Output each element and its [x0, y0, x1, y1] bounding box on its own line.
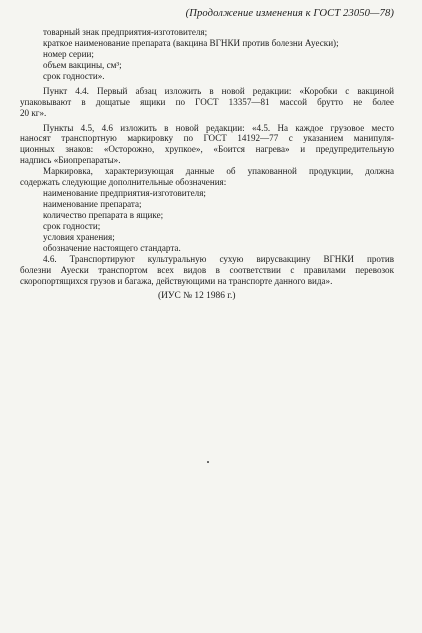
text-line: 4.6. Транспортируют культуральную сухую вирусвакцину ВГНКИ против — [43, 253, 394, 264]
paragraph-4-5-line-1 — [20, 123, 394, 134]
paragraph-4-4-line-2 — [20, 97, 394, 108]
text-line: содержать следующие дополнительные обозначения: — [20, 177, 227, 188]
paragraph-4-4-line-1 — [20, 86, 394, 97]
list-item: обозначение настоящего стандарта. — [43, 242, 181, 253]
text-line: краткое наименование препарата (вакцина ВГНКИ против болезни Ауески); — [43, 37, 339, 48]
paragraph-4-5-line-3 — [20, 144, 394, 155]
text-line: Маркировка, характеризующая данные об упакованной продукции, должна — [43, 166, 394, 177]
text-line: наносят транспортную маркировку по ГОСТ 14192—77 с указанием манипуля- — [20, 133, 394, 144]
page-header: (Продолжение изменения к ГОСТ 23050—78) — [185, 8, 394, 19]
text-line: Пункт 4.4. Первый абзац изложить в новой редакции: «Коробки с вакциной — [43, 85, 394, 96]
list-item: срок годности; — [43, 220, 101, 231]
text-line: скоропортящихся грузов и багажа, действующими на транспорте данного вида». — [20, 275, 333, 286]
text-line: срок годности». — [43, 70, 105, 81]
list-item: наименование предприятия-изготовителя; — [43, 188, 206, 199]
text-line: номер серии; — [43, 48, 94, 59]
publication-reference: (ИУС № 12 1986 г.) — [158, 290, 236, 301]
text-line: Пункты 4.5, 4.6 изложить в новой редакции: «4.5. На каждое грузовое место — [43, 122, 394, 133]
paragraph-4-5-line-2 — [20, 133, 394, 144]
list-item: наименование препарата; — [43, 199, 142, 210]
scan-speck — [207, 461, 209, 463]
list-item: условия хранения; — [43, 231, 115, 242]
marking-paragraph-line-1 — [20, 166, 394, 177]
text-line: болезни Ауески транспортом всех видов в соответствии с правилами перевозок — [20, 264, 394, 275]
paragraph-4-6-line-1 — [20, 254, 394, 265]
text-line: ционных знаков: «Осторожно, хрупкое», «Боится нагрева» и предупредительную — [20, 144, 394, 155]
paragraph-4-6-line-2 — [20, 265, 394, 276]
text-line: упаковывают в дощатые ящики по ГОСТ 13357—81 массой брутто не более — [20, 96, 394, 107]
document-body — [20, 27, 394, 302]
text-line: объем вакцины, см³; — [43, 59, 122, 70]
text-line: 20 кг». — [20, 107, 47, 118]
text-line: надпись «Биопрепараты». — [20, 155, 121, 166]
list-item: количество препарата в ящике; — [43, 210, 164, 220]
text-line: товарный знак предприятия-изготовителя; — [43, 27, 208, 37]
